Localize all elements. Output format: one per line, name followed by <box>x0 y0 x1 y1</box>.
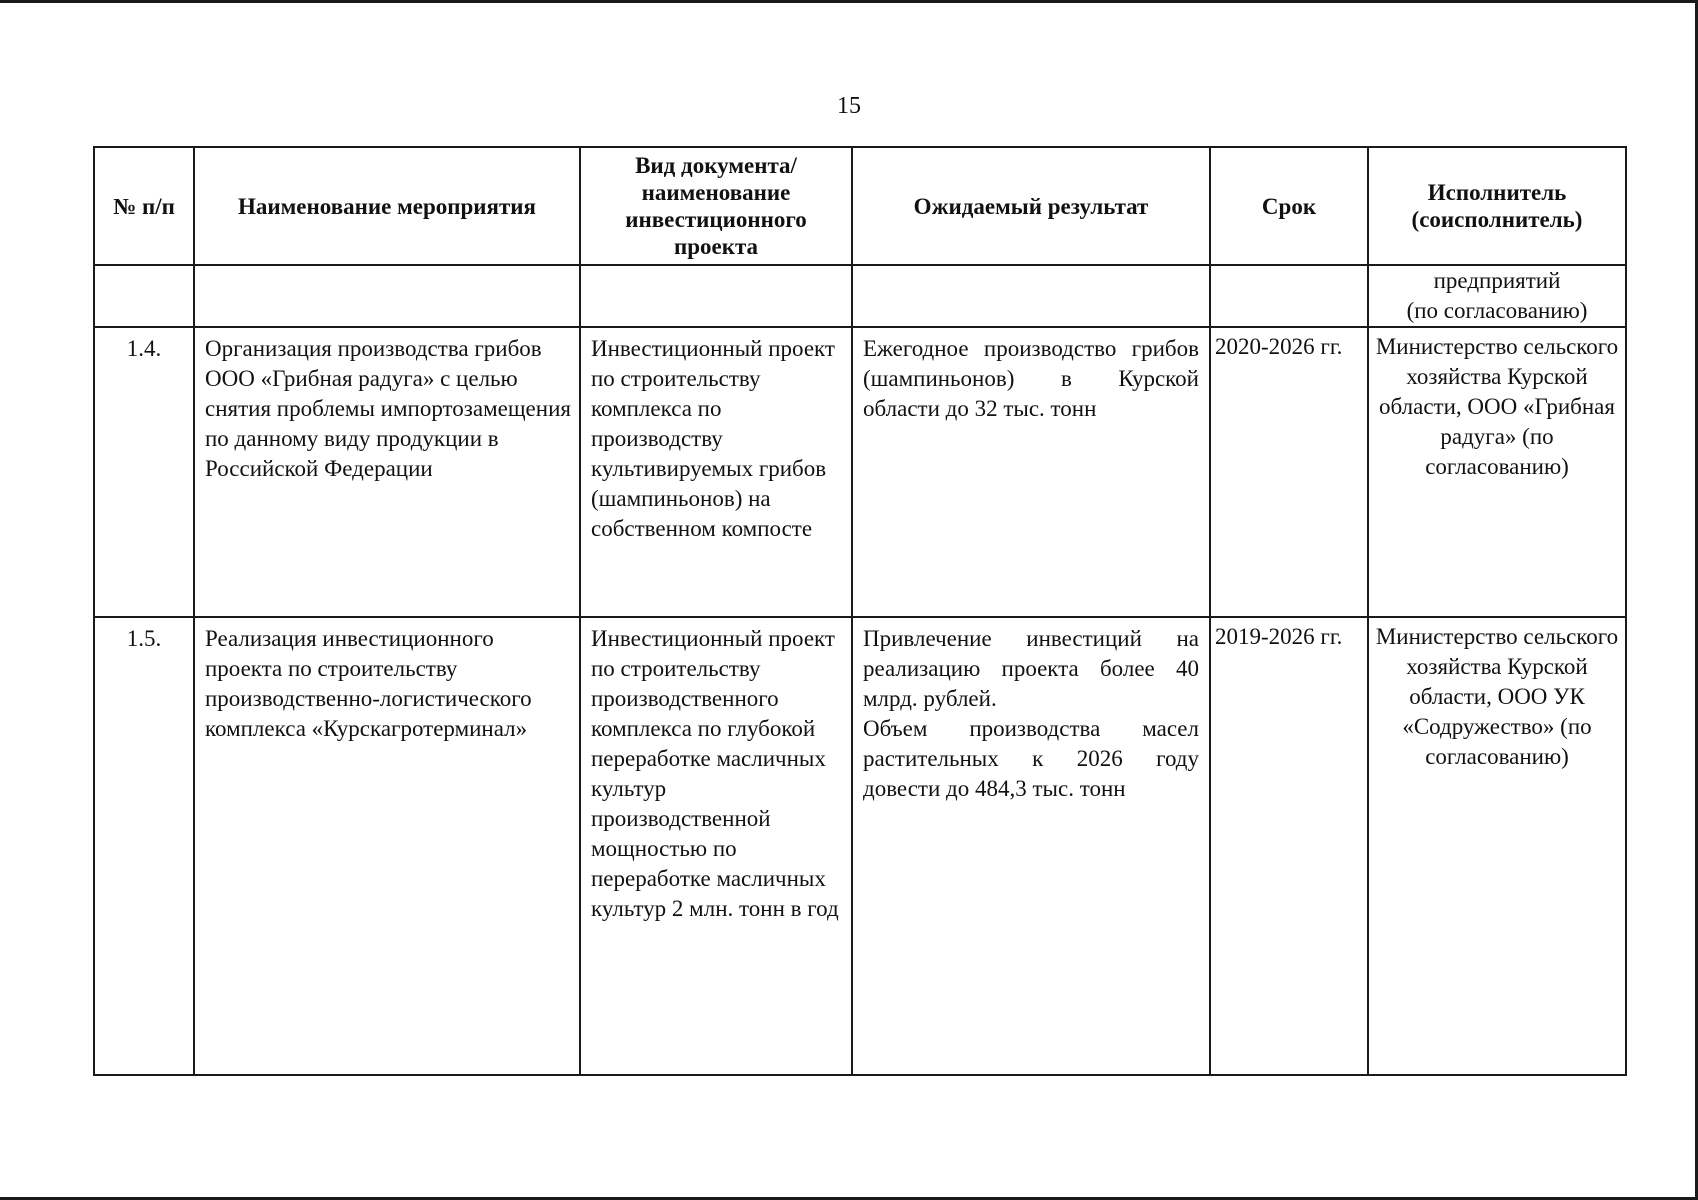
header-result: Ожидаемый результат <box>852 147 1210 265</box>
header-term: Срок <box>1210 147 1368 265</box>
cell-term: 2019-2026 гг. <box>1210 617 1368 1075</box>
header-num: № п/п <box>94 147 194 265</box>
page-number: 15 <box>837 93 861 119</box>
cell-empty <box>194 265 580 327</box>
cell-term: 2020-2026 гг. <box>1210 327 1368 617</box>
cell-name: Реализация инвестиционного проекта по строительству производственно-логистического комплекса «Курскагротерминал» <box>194 617 580 1075</box>
header-doc-type: Вид документа/ наименование инвестиционного проекта <box>580 147 852 265</box>
cell-num: 1.5. <box>94 617 194 1075</box>
header-name: Наименование мероприятия <box>194 147 580 265</box>
cell-empty <box>94 265 194 327</box>
cell-result: Ежегодное производство грибов (шампиньонов) в Курской области до 32 тыс. тонн <box>852 327 1210 617</box>
cell-empty <box>580 265 852 327</box>
cell-name: Организация производства грибов ООО «Грибная радуга» с целью снятия проблемы импортозамещения по данному виду продукции в Российской Федерации <box>194 327 580 617</box>
header-executor: Исполнитель (соисполнитель) <box>1368 147 1626 265</box>
table-row-continuation <box>94 265 1626 327</box>
cell-num: 1.4. <box>94 327 194 617</box>
cell-doc-type: Инвестиционный проект по строительству производственного комплекса по глубокой переработке масличных культур производственной мощностью по переработке масличных культур 2 млн. тонн в год <box>580 617 852 1075</box>
measures-table <box>93 146 1627 1076</box>
table-header-row <box>94 147 1626 265</box>
cell-executor-continuation: предприятий (по согласованию) <box>1368 265 1626 327</box>
cell-empty <box>1210 265 1368 327</box>
table-row <box>94 617 1626 1075</box>
cell-executor: Министерство сельского хозяйства Курской области, ООО УК «Содружество» (по согласованию) <box>1368 617 1626 1075</box>
cell-doc-type: Инвестиционный проект по строительству комплекса по производству культивируемых грибов (шампиньонов) на собственном компосте <box>580 327 852 617</box>
cell-executor: Министерство сельского хозяйства Курской области, ООО «Грибная радуга» (по согласованию) <box>1368 327 1626 617</box>
cell-result: Привлечение инвестиций на реализацию проекта более 40 млрд. рублей. Объем производства масел растительных к 2026 году довести до 484,3 тыс. тонн <box>852 617 1210 1075</box>
table-row <box>94 327 1626 617</box>
cell-empty <box>852 265 1210 327</box>
scan-border-top <box>0 0 1698 3</box>
